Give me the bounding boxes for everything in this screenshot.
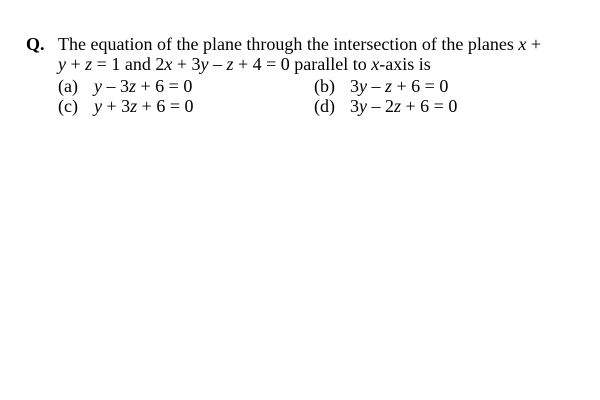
- variable-z: z: [85, 54, 93, 74]
- option-text: + 6 = 0: [401, 96, 458, 116]
- option-b[interactable]: [314, 76, 570, 96]
- option-a-text: [94, 76, 192, 96]
- option-text: –: [367, 76, 385, 96]
- option-b-label: (b): [314, 76, 335, 96]
- variable-x: x: [164, 54, 173, 74]
- variable-z: z: [130, 96, 138, 116]
- stem-text: +: [526, 34, 542, 54]
- option-b-text: [350, 76, 448, 96]
- stem-text: + 3: [172, 54, 201, 74]
- question-stem-line-1: [58, 34, 586, 54]
- question-header: [26, 34, 586, 74]
- stem-text: + 4 = 0 parallel to: [233, 54, 372, 74]
- stem-text: = 1 and 2: [92, 54, 165, 74]
- question-stem-line-2: [58, 54, 586, 74]
- variable-y: y: [200, 54, 209, 74]
- option-text: – 2: [367, 96, 394, 116]
- variable-y: y: [359, 96, 367, 116]
- option-c-label: (c): [58, 96, 78, 116]
- question-block: [26, 34, 586, 116]
- variable-y: y: [94, 76, 102, 96]
- variable-x: x: [371, 54, 380, 74]
- stem-text: –: [208, 54, 227, 74]
- option-text: 3: [350, 76, 359, 96]
- option-d[interactable]: [314, 96, 570, 116]
- variable-z: z: [226, 54, 234, 74]
- question-stem: [58, 34, 586, 74]
- option-text: + 6 = 0: [392, 76, 449, 96]
- stem-text: The equation of the plane through the intersection of the planes: [58, 34, 519, 54]
- variable-z: z: [129, 76, 137, 96]
- option-c-text: [94, 96, 193, 116]
- option-text: 3: [350, 96, 359, 116]
- question-label: Q.: [26, 34, 45, 54]
- option-text: + 6 = 0: [136, 76, 193, 96]
- stem-text: +: [66, 54, 86, 74]
- option-text: + 6 = 0: [137, 96, 194, 116]
- variable-y: y: [359, 76, 367, 96]
- option-c[interactable]: [58, 96, 314, 116]
- option-d-label: (d): [314, 96, 335, 116]
- variable-x: x: [518, 34, 527, 54]
- stem-text: -axis is: [379, 54, 431, 74]
- option-text: – 3: [102, 76, 129, 96]
- variable-z: z: [385, 76, 393, 96]
- variable-y: y: [58, 54, 66, 74]
- option-a[interactable]: [58, 76, 314, 96]
- answer-options: [58, 76, 586, 116]
- option-text: + 3: [102, 96, 131, 116]
- variable-z: z: [394, 96, 402, 116]
- option-d-text: [350, 96, 457, 116]
- option-a-label: (a): [58, 76, 78, 96]
- variable-y: y: [94, 96, 102, 116]
